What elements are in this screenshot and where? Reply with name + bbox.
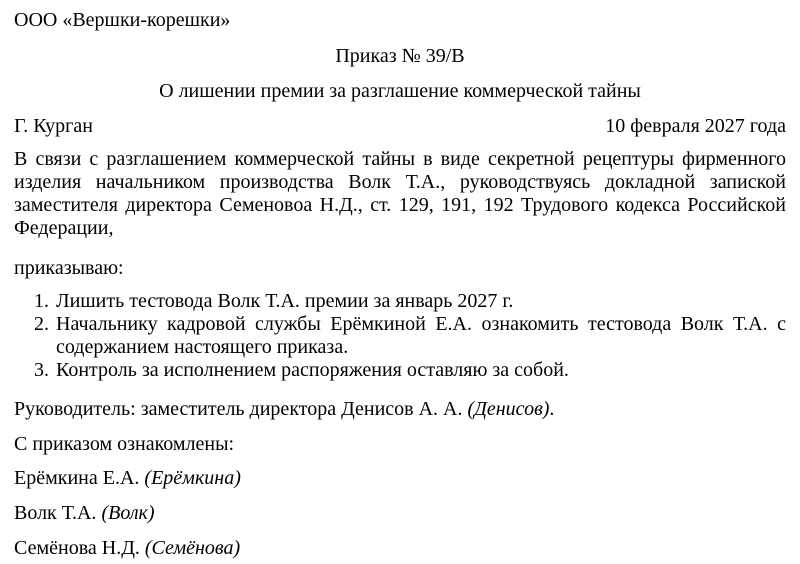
order-items-list	[34, 290, 786, 382]
list-item-number: 1.	[34, 290, 49, 312]
organization-name: ООО «Вершки-корешки»	[14, 9, 231, 31]
list-item-number: 3.	[34, 359, 49, 381]
place-date-row	[14, 114, 786, 138]
head-signature: (Денисов)	[467, 398, 550, 420]
head-tail: .	[549, 398, 555, 420]
order-title: Приказ № 39/В	[335, 45, 465, 67]
list-item-text: Начальнику кадровой службы Ерёмкиной Е.А. ознакомить тестовода Волк Т.А. с содержанием настоящего приказа.	[56, 313, 786, 358]
acquainted-row	[14, 501, 155, 525]
acquainted-signature: (Ерёмкина)	[144, 467, 241, 489]
list-item	[34, 359, 786, 382]
acquainted-signature: (Семёнова)	[144, 537, 241, 559]
acquainted-row	[14, 466, 241, 490]
acquainted-label: С приказом ознакомлены:	[14, 433, 235, 455]
list-item	[34, 313, 786, 359]
acquainted-name: Семёнова Н.Д.	[14, 537, 140, 559]
head-label: Руководитель: заместитель директора Денисов А. А.	[14, 398, 463, 420]
order-date: 10 февраля 2027 года	[605, 115, 786, 137]
city: Г. Курган	[14, 115, 93, 137]
list-item-text: Лишить тестовода Волк Т.А. премии за январь 2027 г.	[56, 290, 514, 312]
order-subject: О лишении премии за разглашение коммерческой тайны	[159, 80, 641, 102]
acquainted-name: Волк Т.А.	[14, 502, 97, 524]
list-item-text: Контроль за исполнением распоряжения оставляю за собой.	[56, 359, 569, 381]
order-word: приказываю:	[14, 257, 124, 279]
acquainted-signature: (Волк)	[101, 502, 155, 524]
acquainted-name: Ерёмкина Е.А.	[14, 467, 140, 489]
list-item-number: 2.	[34, 313, 49, 335]
acquainted-row	[14, 536, 240, 560]
head-signature-line	[14, 397, 554, 421]
list-item	[34, 290, 786, 313]
preamble-paragraph: В связи с разглашением коммерческой тайны в виде секретной рецептуры фирменного изделия начальником производства Волк Т.А., руководствуясь докладной запиской заместителя директора Семеновоа Н.Д., ст. 129, 191, 192 Трудового кодекса Российской Федерации,	[14, 148, 786, 239]
